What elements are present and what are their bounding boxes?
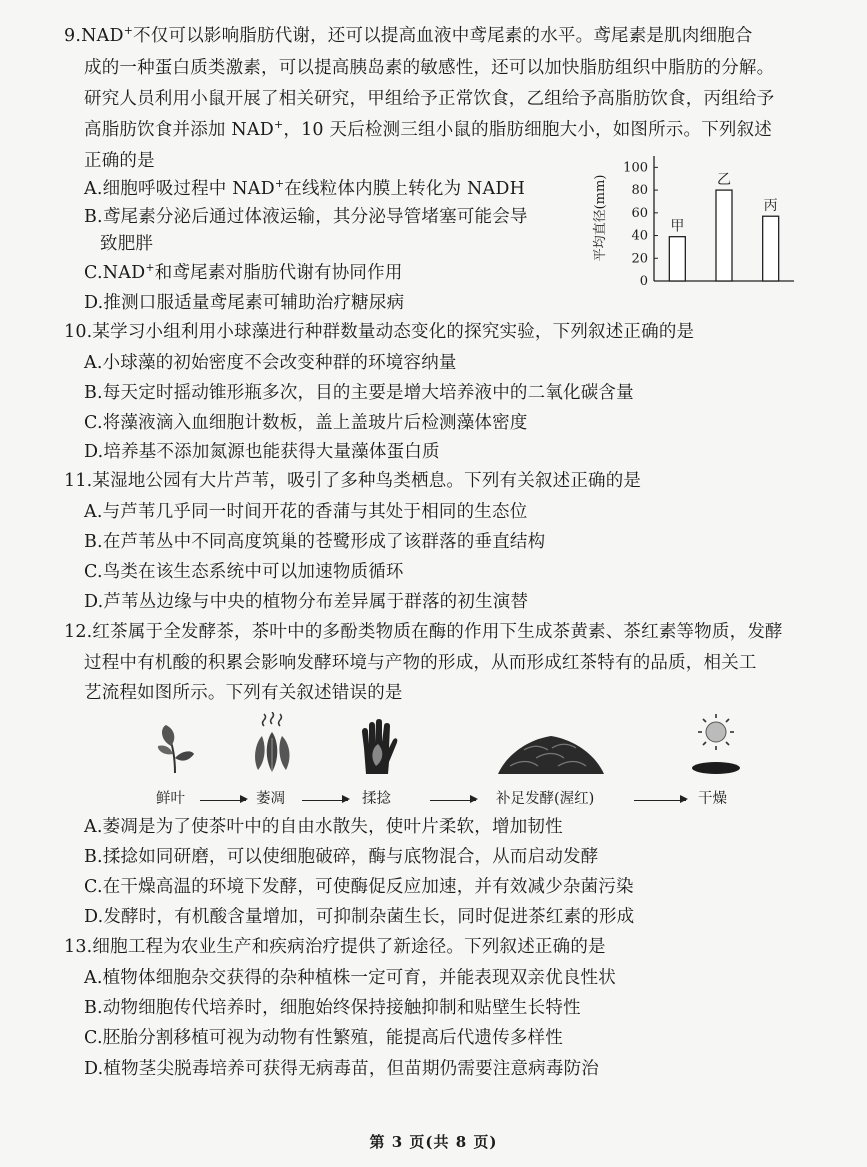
flow-step-rolling: 揉捻	[362, 791, 391, 807]
y-tick-label: 60	[631, 205, 648, 221]
q11-option-b: B.在芦苇丛中不同高度筑巢的苍鹭形成了该群落的垂直结构	[84, 532, 546, 552]
flow-step-withering: 萎凋	[256, 791, 285, 807]
q9-option-b-line-2: 致肥胖	[100, 234, 154, 254]
bar	[716, 190, 732, 281]
q12-line-2: 过程中有机酸的积累会影响发酵环境与产物的形成，从而形成红茶特有的品质，相关工	[84, 653, 757, 673]
q11-option-d: D.芦苇丛边缘与中央的植物分布差异属于群落的初生演替	[84, 592, 529, 612]
q9-line-1: 9.NAD+不仅可以影响脂肪代谢，还可以提高血液中鸢尾素的水平。鸢尾素是肌肉细胞合	[64, 24, 753, 46]
flow-step-fermentation: 补足发酵(渥红)	[496, 791, 595, 807]
q13-stem: 13.细胞工程为农业生产和疾病治疗提供了新途径。下列叙述正确的是	[64, 937, 606, 957]
bar-category-label: 丙	[763, 198, 778, 215]
q12-option-c: C.在干燥高温的环境下发酵，可使酶促反应加速，并有效减少杂菌污染	[84, 877, 634, 897]
q13-option-d: D.植物茎尖脱毒培养可获得无病毒苗，但苗期仍需要注意病毒防治	[84, 1059, 599, 1079]
drying-sun-icon	[680, 712, 750, 776]
q12-option-a: A.萎凋是为了使茶叶中的自由水散失，使叶片柔软，增加韧性	[84, 817, 563, 837]
bar-category-label: 甲	[670, 218, 685, 235]
q9-option-a: A.细胞呼吸过程中 NAD+在线粒体内膜上转化为 NADH	[84, 177, 526, 199]
q13-option-a: A.植物体细胞杂交获得的杂种植株一定可育，并能表现双亲优良性状	[84, 968, 616, 988]
q12-line-1: 12.红茶属于全发酵茶，茶叶中的多酚类物质在酶的作用下生成茶黄素、茶红素等物质，发酵	[64, 622, 783, 642]
fermentation-pile-icon	[496, 726, 606, 776]
bar	[669, 237, 685, 281]
flow-arrow-2	[302, 800, 348, 801]
tea-process-flow	[140, 712, 780, 812]
q10-option-b: B.每天定时摇动锥形瓶多次，目的主要是增大培养液中的二氧化碳含量	[84, 383, 634, 403]
q9-line-5: 正确的是	[84, 151, 155, 171]
q10-stem: 10.某学习小组利用小球藻进行种群数量动态变化的探究实验，下列叙述正确的是	[64, 322, 695, 342]
flow-arrow-3	[430, 800, 476, 801]
q9-option-b-line-1: B.鸢尾素分泌后通过体液运输，其分泌导管堵塞可能会导	[84, 207, 528, 227]
q12-line-3: 艺流程如图所示。下列有关叙述错误的是	[84, 683, 403, 703]
fresh-leaf-icon	[154, 724, 196, 774]
flow-step-drying: 干燥	[698, 791, 727, 807]
y-tick-label: 0	[639, 274, 648, 289]
y-tick-label: 20	[631, 251, 648, 267]
q9-line-2: 成的一种蛋白质类激素，可以提高胰岛素的敏感性，还可以加快脂肪组织中脂肪的分解。	[84, 58, 775, 78]
q10-option-a: A.小球藻的初始密度不会改变种群的环境容纳量	[84, 353, 457, 373]
q13-option-b: B.动物细胞传代培养时，细胞始终保持接触抑制和贴壁生长特性	[84, 998, 581, 1018]
q11-option-c: C.鸟类在该生态系统中可以加速物质循环	[84, 562, 404, 582]
q11-stem: 11.某湿地公园有大片芦苇，吸引了多种鸟类栖息。下列有关叙述正确的是	[64, 471, 642, 491]
q10-option-c: C.将藻液滴入血细胞计数板，盖上盖玻片后检测藻体密度	[84, 413, 528, 433]
q9-line-4: 高脂肪饮食并添加 NAD+，10 天后检测三组小鼠的脂肪细胞大小，如图所示。下列叙述	[84, 118, 773, 140]
flow-arrow-4	[634, 800, 686, 801]
q11-option-a: A.与芦苇几乎同一时间开花的香蒲与其处于相同的生态位	[84, 502, 528, 522]
withering-leaves-icon	[250, 712, 294, 774]
q9-option-d: D.推测口服适量鸢尾素可辅助治疗糖尿病	[84, 293, 405, 313]
y-axis-label: 平均直径(mm)	[593, 174, 608, 262]
q12-option-d: D.发酵时，有机酸含量增加，可抑制杂菌生长，同时促进茶红素的形成	[84, 907, 635, 927]
q9-option-c: C.NAD+和鸢尾素对脂肪代谢有协同作用	[84, 261, 403, 283]
flow-step-fresh-leaf: 鲜叶	[156, 791, 185, 807]
rolling-hand-icon	[358, 718, 398, 776]
q13-option-c: C.胚胎分割移植可视为动物有性繁殖，能提高后代遗传多样性	[84, 1028, 563, 1048]
y-tick-label: 80	[631, 183, 648, 199]
q12-option-b: B.揉捻如同研磨，可以使细胞破碎，酶与底物混合，从而启动发酵	[84, 847, 599, 867]
q9-line-3: 研究人员利用小鼠开展了相关研究，甲组给予正常饮食，乙组给予高脂肪饮食，丙组给予	[84, 89, 775, 109]
bar-category-label: 乙	[717, 172, 731, 189]
bar	[763, 216, 779, 281]
fat-cell-diameter-chart	[584, 148, 814, 298]
flow-arrow-1	[200, 800, 246, 801]
q10-option-d: D.培养基不添加氮源也能获得大量藻体蛋白质	[84, 442, 440, 462]
page-footer: 第 3 页(共 8 页)	[369, 1133, 498, 1151]
y-tick-label: 100	[623, 160, 648, 176]
y-tick-label: 40	[631, 228, 648, 244]
